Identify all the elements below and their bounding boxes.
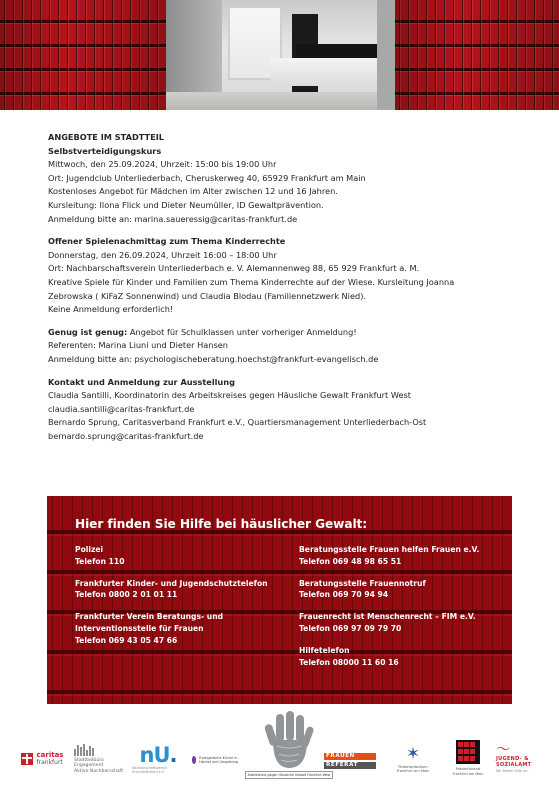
police-star-icon: ✶ bbox=[405, 743, 421, 764]
text-line: Bernardo Sprung, Caritasverband Frankfurt e.V., Quartiersmanagement Unterliederbach-Ost bbox=[48, 417, 427, 428]
jugend-sozialamt-logo: 〜 JUGEND- & SOZIALAMT Wir bieten Hilfe an. bbox=[496, 742, 532, 773]
text-line: Mittwoch, den 25.09.2024, Uhrzeit: 15:00 bis 19:00 Uhr bbox=[48, 159, 277, 170]
help-entry bbox=[299, 611, 509, 634]
person-icon: 〜 bbox=[496, 742, 510, 759]
help-phone: Telefon 069 43 05 47 66 bbox=[75, 635, 178, 645]
cross-icon bbox=[21, 753, 33, 765]
email-line: bernardo.sprung@caritas-frankfurt.de bbox=[48, 430, 204, 441]
help-name: Frankfurter Verein Beratungs- und bbox=[75, 612, 224, 622]
text-line: Claudia Santilli, Koordinatorin des Arbeitskreises gegen Häusliche Gewalt Frankfurt West bbox=[48, 390, 411, 401]
help-phone: Telefon 069 48 98 65 51 bbox=[299, 556, 402, 566]
help-phone: Telefon 069 70 94 94 bbox=[299, 590, 389, 600]
help-phone: Telefon 069 97 09 79 70 bbox=[299, 623, 402, 633]
nachbarschaftsverein-logo: nU. Nachbarschaftsverein Unterliederbach e.V. bbox=[132, 743, 177, 774]
bedroom-photo bbox=[166, 0, 395, 110]
help-column-left bbox=[75, 544, 285, 657]
event-title: Offener Spielenachmittag zum Thema Kinderrechte bbox=[48, 236, 286, 247]
course-title: Selbstverteidigungskurs bbox=[48, 145, 162, 156]
section-heading: ANGEBOTE IM STADTTEIL bbox=[48, 132, 164, 142]
help-entry bbox=[299, 544, 509, 567]
help-title: Hier finden Sie Hilfe bei häuslicher Gewalt: bbox=[75, 517, 368, 531]
text-line: Ort: Nachbarschaftsverein Unterliederbach e. V. Alemannenweg 88, 65 929 Frankfurt a. M. bbox=[48, 263, 420, 274]
arbeitskreis-logo: Arbeitskreis gegen Häusliche Gewalt Frankfurt West bbox=[256, 708, 322, 780]
help-box bbox=[47, 496, 512, 704]
help-phone: Telefon 08000 11 60 16 bbox=[299, 657, 399, 667]
praeventionsrat-logo: Präventionsrat Frankfurt am Main bbox=[452, 736, 484, 780]
help-entry bbox=[299, 645, 509, 668]
offer-rest: Angebot für Schulklassen unter vorheriger Anmeldung! bbox=[127, 326, 357, 337]
church-icon bbox=[192, 756, 196, 764]
text-line: Donnerstag, den 26.09.2024, Uhrzeit 16:00 – 18:00 Uhr bbox=[48, 249, 277, 260]
offer-line bbox=[48, 326, 518, 340]
help-phone: Telefon 110 bbox=[75, 556, 125, 566]
help-name: Frankfurter Kinder- und Jugendschutztelefon bbox=[75, 578, 268, 588]
text-line: Keine Anmeldung erforderlich! bbox=[48, 304, 174, 315]
help-entry bbox=[75, 544, 285, 567]
help-phone: Telefon 0800 2 01 01 11 bbox=[75, 590, 178, 600]
email-line: claudia.santilli@caritas-frankfurt.de bbox=[48, 403, 195, 414]
polizei-logo: ✶ Polizeipräsidium Frankfurt am Main bbox=[396, 743, 430, 773]
hand-print-icon bbox=[263, 710, 315, 770]
contact-title: Kontakt und Anmeldung zur Ausstellung bbox=[48, 376, 235, 387]
help-name: Frauenrecht ist Menschenrecht – FIM e.V. bbox=[299, 612, 476, 622]
aktive-nachbarschaft-logo: Stadtteilbüro Engagement Aktive Nachbarschaft bbox=[74, 744, 128, 774]
help-column-right bbox=[299, 544, 509, 679]
help-name: Beratungsstelle Frauen helfen Frauen e.V. bbox=[299, 545, 480, 554]
partner-logos bbox=[0, 706, 559, 794]
grid-icon bbox=[456, 740, 480, 764]
help-name: Polizei bbox=[75, 545, 104, 554]
text-line: Kreative Spiele für Kinder und Familien zum Thema Kinderrechte auf der Wiese. Kursleitung Joanna bbox=[48, 276, 455, 287]
kirche-logo: Evangelische Kirche in Höchst und Umgebung bbox=[192, 750, 240, 770]
help-entry bbox=[299, 578, 509, 601]
text-line: Referenten: Marina Liuni und Dieter Hansen bbox=[48, 340, 228, 351]
text-line: Kursleitung: Ilona Flick und Dieter Neumüller, ID Gewaltprävention. bbox=[48, 199, 324, 210]
red-bookshelf-right bbox=[395, 0, 559, 110]
offer-lead: Genug ist genug: bbox=[48, 326, 128, 337]
text-line: Zebrowska ( KiFaZ Sonnenwind) und Claudia Blodau (Familiennetzwerk Nied). bbox=[48, 290, 366, 301]
help-name: Interventionsstelle für Frauen bbox=[75, 623, 204, 633]
email-line: Anmeldung bitte an: psychologischeberatung.hoechst@frankfurt-evangelisch.de bbox=[48, 353, 379, 364]
text-line: Kostenloses Angebot für Mädchen im Alter zwischen 12 und 16 Jahren. bbox=[48, 186, 338, 197]
caritas-logo: caritas frankfurt bbox=[14, 743, 70, 775]
text-line: Ort: Jugendclub Unterliederbach, Cheruskerweg 40, 65929 Frankfurt am Main bbox=[48, 172, 366, 183]
help-entry bbox=[75, 578, 285, 601]
header-photo-banner bbox=[0, 0, 559, 110]
red-bookshelf-left bbox=[0, 0, 166, 110]
help-name: Beratungsstelle Frauennotruf bbox=[299, 578, 426, 588]
email-line: Anmeldung bitte an: marina.saueressig@caritas-frankfurt.de bbox=[48, 213, 298, 224]
help-name: Hilfetelefon bbox=[299, 646, 350, 656]
bars-icon bbox=[74, 744, 94, 756]
frauenreferat-logo: FRAUEN REFERAT bbox=[324, 750, 376, 772]
help-entry bbox=[75, 611, 285, 646]
offers-text bbox=[48, 131, 518, 443]
